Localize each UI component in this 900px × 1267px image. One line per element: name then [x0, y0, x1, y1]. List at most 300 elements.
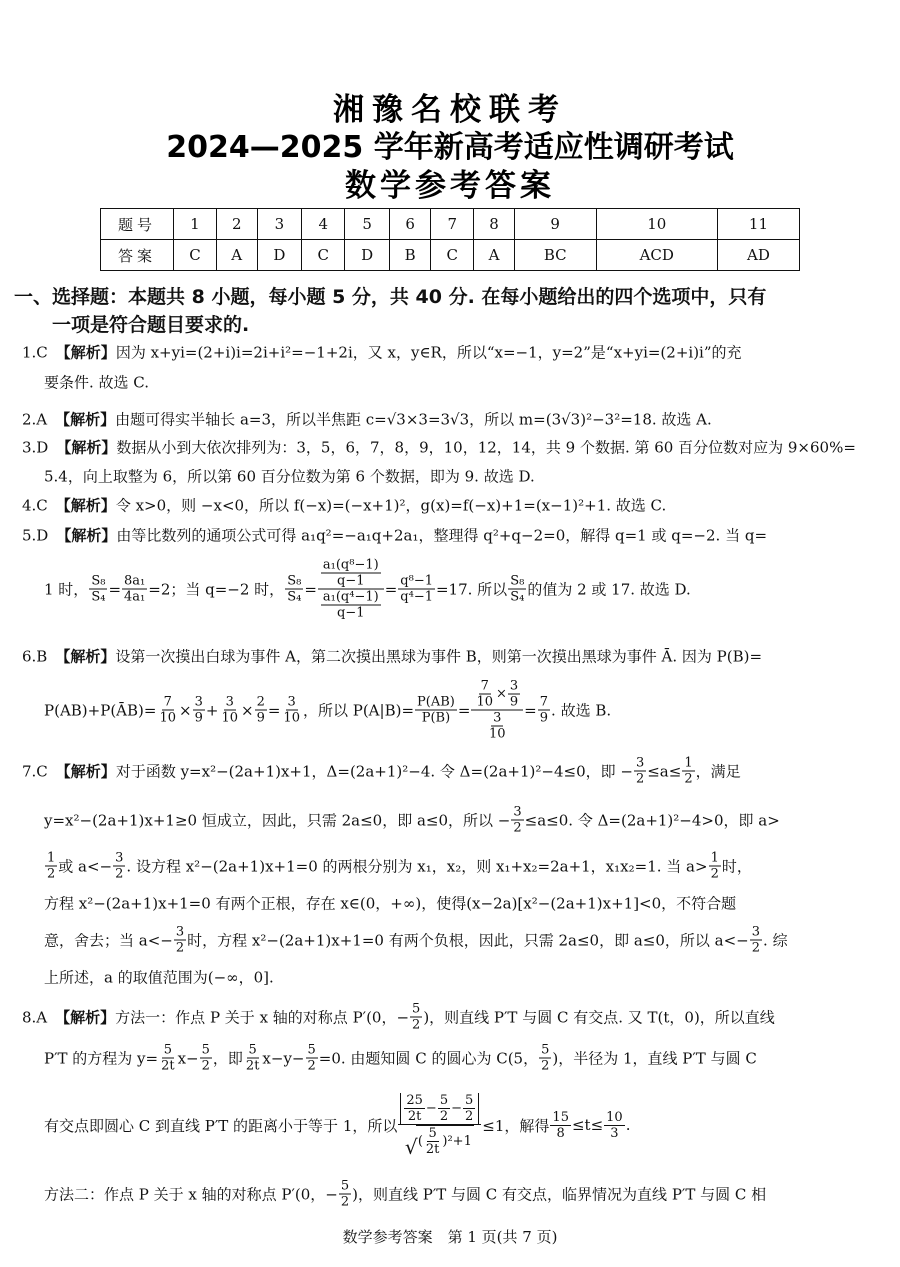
math-text: . 综	[763, 931, 788, 950]
denominator	[438, 1109, 450, 1124]
solution-line	[44, 851, 752, 882]
math-text: 意，舍去；当 a<−	[44, 931, 173, 950]
math-text: 1 时，	[44, 580, 89, 599]
math-text: ×	[179, 701, 192, 719]
solution-line	[22, 495, 666, 516]
fraction	[511, 805, 523, 836]
numerator	[398, 1093, 481, 1125]
math-text: 2	[513, 820, 522, 836]
denominator	[174, 941, 186, 956]
solution-line	[44, 1043, 757, 1074]
math-text: 令 x>0，则 −x<0，所以 f(−x)=(−x+1)²，g(x)=f(−x)+1=(x−1)²+1. 故选 C.	[115, 496, 667, 515]
numerator	[306, 1043, 318, 1059]
math-text: x−y−	[262, 1049, 305, 1067]
denominator	[539, 1059, 551, 1074]
math-text: 8	[556, 1125, 565, 1141]
numerator	[604, 1110, 625, 1126]
denominator	[335, 574, 367, 589]
numerator	[634, 756, 646, 772]
math-text: 3	[610, 1125, 619, 1141]
math-text: 2	[256, 694, 265, 710]
numerator	[508, 574, 526, 590]
denominator	[555, 1126, 567, 1141]
fraction	[45, 851, 57, 882]
fraction	[339, 1179, 351, 1210]
math-text: ×	[495, 686, 507, 702]
math-text: =	[108, 580, 122, 598]
math-text: ≤a≤0. 令 Δ=(2a+1)²−4>0，即 a>	[524, 811, 780, 830]
math-text: 7	[539, 694, 549, 710]
row-header-cell: 答案	[101, 240, 174, 271]
numerator	[404, 1093, 425, 1109]
fraction	[463, 1093, 475, 1124]
table-cell: D	[345, 240, 390, 271]
numerator	[463, 1093, 475, 1109]
fraction	[219, 695, 240, 726]
math-text: 因为 x+yi=(2+i)i=2i+i²=−1+2i，又 x，y∈R，所以“x=−1，y=2”是“x+yi=(2+i)i”的充	[115, 343, 742, 362]
math-text: )²+1	[442, 1134, 472, 1149]
analysis-label: 【解析】	[56, 526, 117, 545]
numerator	[174, 925, 186, 941]
math-text: 5	[248, 1042, 257, 1058]
table-cell: 8	[474, 209, 515, 240]
solution-line	[44, 925, 788, 956]
math-text: +	[205, 701, 219, 719]
answer-table	[100, 208, 800, 271]
question-number-row	[101, 209, 800, 240]
fraction	[159, 1043, 177, 1074]
denominator	[339, 1195, 351, 1210]
numerator	[45, 851, 57, 867]
numerator	[427, 1126, 439, 1142]
math-text: 7	[163, 694, 172, 710]
denominator	[200, 1059, 212, 1074]
fraction	[321, 590, 381, 621]
denominator	[682, 772, 694, 787]
numerator	[122, 574, 147, 590]
fraction	[410, 1002, 422, 1033]
denominator	[508, 695, 520, 710]
math-text: 5	[201, 1042, 210, 1058]
math-text: ≤a≤	[647, 762, 682, 780]
denominator	[463, 1109, 475, 1124]
math-text: 数据从小到大依次排列为：3，5，6，7，8，9，10，12，14，共 9 个数据. 第 60 百分位数对应为 9×60%=	[116, 438, 856, 457]
table-cell: AD	[717, 240, 799, 271]
fraction	[281, 695, 302, 726]
table-cell: C	[174, 240, 217, 271]
math-text: x−	[177, 1049, 199, 1067]
numerator	[193, 695, 205, 711]
denominator	[285, 590, 303, 605]
section-heading-line: 一、选择题：本题共 8 小题，每小题 5 分，共 40 分. 在每小题给出的四个选项中，只有	[14, 286, 767, 308]
denominator	[634, 772, 646, 787]
math-text: 2	[635, 771, 645, 787]
math-text: 5	[541, 1042, 550, 1058]
math-text: 2	[47, 866, 56, 882]
denominator	[420, 711, 452, 726]
math-text: −	[451, 1101, 463, 1116]
denominator	[424, 1142, 442, 1157]
denominator	[750, 941, 762, 956]
numerator	[285, 574, 303, 590]
denominator	[159, 1059, 177, 1074]
table-cell: 4	[302, 209, 345, 240]
math-text: 有交点即圆心 C 到直线 P′T 的距离小于等于 1，所以	[44, 1116, 398, 1135]
numerator	[550, 1110, 571, 1126]
math-text: 3	[635, 755, 645, 771]
math-text: 10	[606, 1109, 623, 1125]
fraction	[550, 1110, 571, 1141]
math-text: ，所以 P(A|B)=	[302, 701, 415, 720]
fraction	[634, 756, 646, 787]
fraction	[471, 679, 523, 742]
math-text: 2	[340, 1194, 350, 1210]
denominator	[45, 867, 57, 882]
section-heading	[14, 283, 766, 339]
math-text: 上所述，a 的取值范围为(−∞，0].	[44, 968, 274, 987]
numerator	[538, 695, 550, 711]
math-text: 要条件. 故选 C.	[44, 373, 150, 392]
math-text: 的值为 2 或 17. 故选 D.	[527, 580, 691, 599]
math-text: 2	[465, 1109, 474, 1124]
fraction	[750, 925, 762, 956]
solution-line	[22, 342, 742, 363]
numerator	[491, 711, 503, 727]
numerator	[321, 590, 381, 606]
math-text: =	[304, 580, 317, 598]
numerator	[339, 1179, 351, 1195]
math-text: 1	[710, 850, 719, 866]
math-text: )，半径为 1，直线 P′T 与圆 C	[552, 1049, 757, 1068]
math-text: 时，方程 x²−(2a+1)x+1=0 有两个负根，因此，只需 2a≤0，即 a≤0，所以 a<−	[187, 931, 749, 950]
math-text: 由题可得实半轴长 a=3，所以半焦距 c=√3×3=3√3，所以 m=(3√3)²−3²=18. 故选 A.	[115, 410, 712, 429]
table-cell: 2	[216, 209, 257, 240]
math-text: 5.4，向上取整为 6，所以第 60 百分位数为第 6 个数据，即为 9. 故选 D.	[44, 467, 535, 486]
math-text: . 故选 B.	[551, 701, 612, 720]
math-text: 5	[412, 1001, 421, 1017]
math-text: ≤1，解得	[482, 1116, 550, 1135]
table-cell: 7	[431, 209, 474, 240]
fraction	[424, 1126, 442, 1157]
fraction	[244, 1043, 262, 1074]
row-header-cell: 题号	[101, 209, 174, 240]
solution-line	[44, 1179, 766, 1210]
math-text: 3	[225, 694, 234, 710]
denominator	[318, 590, 384, 621]
math-text: P(AB)+P(ĀB)=	[44, 701, 157, 719]
math-text: 由等比数列的通项公式可得 a₁q²=−a₁q+2a₁，整理得 q²+q−2=0，解得 q=1 或 q=−2. 当 q=	[116, 526, 768, 545]
solution-line	[44, 893, 736, 914]
math-text: P(B)	[421, 710, 451, 726]
numerator	[539, 1043, 551, 1059]
math-text: 或 a<−	[58, 857, 113, 876]
math-text: a₁(q⁸−1)	[322, 557, 379, 573]
solution-line	[22, 646, 762, 667]
fraction	[682, 756, 694, 787]
fraction	[122, 574, 147, 605]
solution-line	[44, 967, 274, 988]
numerator	[511, 805, 523, 821]
math-text: 4a₁	[124, 589, 146, 605]
fraction	[193, 695, 205, 726]
fraction	[157, 695, 178, 726]
math-text: 2	[201, 1058, 210, 1074]
numerator	[438, 1093, 450, 1109]
math-text: 3	[493, 710, 502, 726]
math-text: 2t	[407, 1109, 422, 1124]
question-answer: 8.A	[22, 1008, 48, 1026]
math-text: 9	[194, 710, 203, 726]
math-text: S₄	[91, 589, 106, 605]
analysis-label: 【解析】	[55, 762, 116, 781]
math-text: ，满足	[695, 762, 741, 781]
fraction	[487, 711, 508, 742]
math-text: 5	[465, 1093, 474, 1108]
analysis-label: 【解析】	[55, 343, 116, 362]
math-text: q−1	[337, 573, 365, 589]
numerator	[162, 695, 174, 711]
solution-line	[22, 437, 856, 458]
math-text: 10	[283, 710, 300, 726]
denominator	[474, 695, 495, 710]
numerator	[255, 695, 267, 711]
math-text: 设第一次摸出白球为事件 A，第二次摸出黑球为事件 B，则第一次摸出黑球为事件 Ā. 因为 P(B)=	[115, 647, 763, 666]
analysis-label: 【解析】	[55, 496, 116, 515]
math-text: 方法二：作点 P 关于 x 轴的对称点 P′(0，−	[44, 1185, 338, 1204]
math-text: y=x²−(2a+1)x+1≥0 恒成立，因此，只需 2a≤0，即 a≤0，所以 −	[44, 811, 511, 830]
numerator	[162, 1043, 174, 1059]
math-text: P(AB)	[417, 694, 455, 710]
numerator	[750, 925, 762, 941]
math-text: 10	[489, 726, 506, 742]
math-text: .	[625, 1116, 631, 1134]
numerator	[709, 851, 721, 867]
denominator	[484, 711, 511, 742]
table-cell: A	[474, 240, 515, 271]
solution-line	[22, 756, 741, 787]
denominator	[281, 711, 302, 726]
document-title: 数学参考答案	[345, 168, 555, 204]
denominator	[219, 711, 240, 726]
denominator	[538, 711, 550, 726]
fraction	[321, 558, 381, 589]
analysis-label: 【解析】	[55, 647, 116, 666]
table-cell: D	[257, 240, 302, 271]
table-cell: 6	[389, 209, 430, 240]
question-answer: 5.D	[22, 526, 49, 544]
numerator	[479, 679, 491, 695]
math-text: 3	[751, 924, 761, 940]
fraction	[200, 1043, 212, 1074]
solution-line	[44, 1093, 630, 1157]
solution-line	[44, 466, 535, 487]
math-text: 1	[684, 755, 693, 771]
numerator	[415, 695, 457, 711]
fraction	[604, 1110, 625, 1141]
absolute-value	[400, 1093, 479, 1124]
fraction	[174, 925, 186, 956]
math-text: 8a₁	[124, 573, 146, 589]
fraction	[508, 679, 520, 710]
solution-line	[22, 525, 767, 546]
denominator	[398, 590, 435, 605]
denominator	[255, 711, 267, 726]
math-text: a₁(q⁴−1)	[322, 589, 379, 605]
exam-title: 2024—2025 学年新高考适应性调研考试	[166, 130, 734, 165]
math-text: 2	[412, 1017, 421, 1033]
math-text: 2	[710, 866, 719, 882]
math-text: =2；当 q=−2 时，	[148, 580, 285, 599]
denominator	[193, 711, 205, 726]
math-text: 9	[539, 710, 549, 726]
table-cell: C	[431, 240, 474, 271]
math-text: P′T 的方程为 y=	[44, 1049, 159, 1068]
math-text: q⁸−1	[400, 573, 433, 589]
denominator	[244, 1059, 262, 1074]
numerator	[471, 679, 523, 711]
fraction	[538, 695, 550, 726]
analysis-label: 【解析】	[56, 438, 117, 457]
table-cell: 10	[596, 209, 717, 240]
math-text: 对于函数 y=x²−(2a+1)x+1，Δ=(2a+1)²−4. 令 Δ=(2a+1)²−4≤0，即 −	[115, 762, 633, 781]
fraction	[318, 558, 384, 621]
math-text: 1	[47, 850, 56, 866]
fraction	[474, 679, 495, 710]
square-root	[416, 1125, 474, 1157]
math-text: 2	[541, 1058, 550, 1074]
math-text: 3	[194, 694, 203, 710]
fraction	[404, 1093, 425, 1124]
fraction	[398, 1093, 481, 1157]
solution-line	[44, 558, 691, 621]
denominator	[122, 590, 147, 605]
denominator	[113, 867, 125, 882]
fraction	[255, 695, 267, 726]
math-text: ≤t≤	[571, 1116, 604, 1134]
math-text: √ (	[417, 1134, 423, 1149]
numerator	[247, 1043, 259, 1059]
fraction	[539, 1043, 551, 1074]
math-text: =	[457, 701, 471, 719]
numerator	[321, 558, 381, 574]
math-text: 10	[221, 710, 238, 726]
solution-line	[44, 805, 780, 836]
table-cell: BC	[514, 240, 596, 271]
section-heading-line: 一项是符合题目要求的.	[52, 314, 250, 336]
math-text: 5	[307, 1042, 316, 1058]
table-cell: B	[389, 240, 430, 271]
math-text: 3	[175, 924, 185, 940]
analysis-label: 【解析】	[55, 410, 116, 429]
solution-line	[44, 372, 149, 393]
denominator	[404, 1125, 476, 1157]
denominator	[157, 711, 178, 726]
math-text: 9	[509, 694, 519, 710]
fraction	[113, 851, 125, 882]
math-text: 5	[340, 1178, 350, 1194]
math-text: 5	[428, 1126, 437, 1141]
math-text: )，则直线 P′T 与圆 C 有交点. 又 T(t，0)，所以直线	[423, 1008, 775, 1027]
page-footer: 数学参考答案 第 1 页(共 7 页)	[342, 1228, 558, 1246]
numerator	[113, 851, 125, 867]
math-text: 2	[307, 1058, 316, 1074]
table-cell: 3	[257, 209, 302, 240]
math-text: S₈	[510, 573, 525, 589]
math-text: 10	[159, 710, 176, 726]
exam-org-title: 湘豫名校联考	[333, 92, 567, 128]
math-text: 2	[175, 940, 185, 956]
math-text: 2t	[161, 1058, 175, 1074]
math-text: =	[384, 580, 398, 598]
fraction	[508, 574, 526, 605]
denominator	[511, 821, 523, 836]
question-answer: 1.C	[22, 343, 48, 361]
math-text: . 设方程 x²−(2a+1)x+1=0 的两根分别为 x₁，x₂，则 x₁+x₂=2a+1，x₁x₂=1. 当 a>	[126, 857, 708, 876]
math-text: =	[524, 701, 537, 719]
fraction	[709, 851, 721, 882]
fraction	[89, 574, 107, 605]
denominator	[709, 867, 721, 882]
denominator	[487, 727, 508, 742]
math-text: =0. 由题知圆 C 的圆心为 C(5，	[318, 1049, 539, 1068]
fraction	[398, 574, 435, 605]
solution-line	[22, 1002, 775, 1033]
math-text: ，即	[212, 1049, 243, 1068]
math-text: 3	[513, 804, 522, 820]
math-text: S₈	[287, 573, 302, 589]
solution-line	[22, 409, 712, 430]
math-text: )，则直线 P′T 与圆 C 有交点，临界情况为直线 P′T 与圆 C 相	[352, 1185, 767, 1204]
numerator	[200, 1043, 212, 1059]
math-text: 2	[751, 940, 761, 956]
analysis-label: 【解析】	[55, 1008, 116, 1027]
math-text: 时，	[721, 857, 752, 876]
math-text: 9	[256, 710, 265, 726]
math-text: 7	[480, 678, 489, 694]
math-text: −	[425, 1101, 437, 1116]
table-cell: 1	[174, 209, 217, 240]
question-answer: 4.C	[22, 496, 48, 514]
denominator	[406, 1109, 424, 1124]
table-cell: ACD	[596, 240, 717, 271]
numerator	[398, 574, 435, 590]
math-text: 3	[115, 850, 124, 866]
table-cell: 9	[514, 209, 596, 240]
numerator	[89, 574, 107, 590]
math-text: 2	[439, 1109, 449, 1124]
math-text: 25	[406, 1093, 423, 1108]
math-text: q⁴−1	[400, 589, 433, 605]
fraction	[306, 1043, 318, 1074]
math-text: =17. 所以	[435, 580, 508, 599]
fraction	[438, 1093, 450, 1124]
math-text: 2	[115, 866, 124, 882]
numerator	[224, 695, 236, 711]
question-answer: 2.A	[22, 410, 48, 428]
fraction	[415, 695, 457, 726]
question-answer: 6.B	[22, 647, 48, 665]
denominator	[335, 606, 367, 621]
denominator	[306, 1059, 318, 1074]
math-text: 3	[287, 694, 296, 710]
fraction	[285, 574, 303, 605]
table-cell: 11	[717, 209, 799, 240]
math-text: 方法一：作点 P 关于 x 轴的对称点 P′(0，−	[115, 1008, 410, 1027]
math-text: 10	[476, 694, 493, 710]
question-answer: 7.C	[22, 762, 48, 780]
numerator	[682, 756, 694, 772]
math-text: ×	[240, 701, 254, 719]
